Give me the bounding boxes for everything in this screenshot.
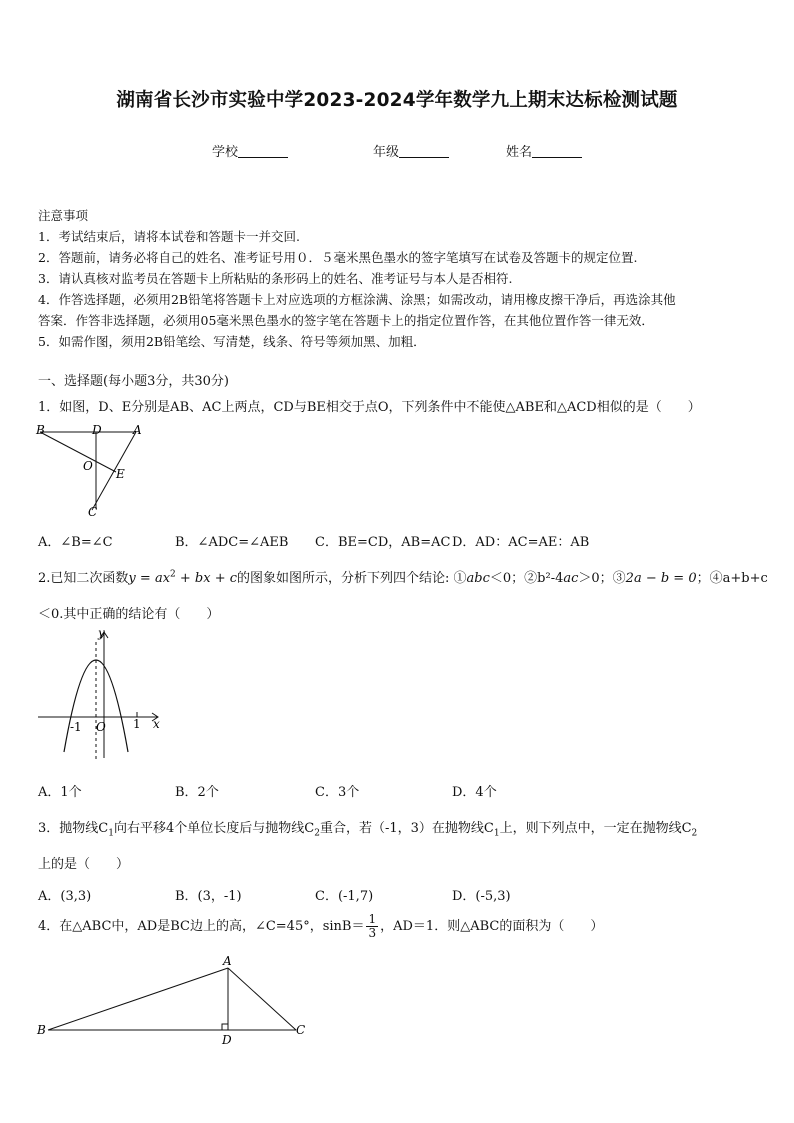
q4-label-D: D [222, 1033, 232, 1047]
q3-sub-1: 1 [108, 828, 114, 839]
q3-sub-1b: 1 [493, 828, 500, 839]
school-blank [238, 144, 288, 158]
section-heading: 一、选择题(每小题3分，共30分) [38, 374, 229, 389]
q2-parabola-figure [34, 624, 174, 764]
note-item: 4．作答选择题，必须用2B铅笔将答题卡上对应选项的方框涂满、涂黑；如需改动，请用橡皮擦干净后，再选涂其他 [38, 292, 676, 307]
q2-option-b: B．2个 [175, 785, 219, 800]
q4-frac-den: 3 [368, 926, 377, 940]
note-item: 2．答题前，请务必将自己的姓名、准考证号用０．５毫米黑色墨水的签字笔填写在试卷及答题卡的规定位置. [38, 250, 638, 265]
q2-func-eq: = [135, 571, 155, 586]
q3-curve-c2b: C [681, 821, 692, 836]
q4-label-B: B [37, 1023, 46, 1037]
q4-frac-num: 1 [368, 912, 377, 926]
question-2-line2: ＜0.其中正确的结论有（ ） [38, 607, 220, 622]
q2-func-sq: 2 [170, 569, 176, 580]
q2-label-x: x [153, 717, 160, 731]
q4-part1: 4．在△ABC中，AD是BC边上的高，∠C=45°，sinB＝ [38, 919, 365, 934]
q1-option-a: A．∠B=∠C [38, 535, 113, 550]
school-field [212, 141, 288, 160]
q2-c3-rest: ；④a+b+c [696, 571, 768, 586]
q1-label-O: O [83, 459, 93, 473]
note-item: 3．请认真核对监考员在答题卡上所粘贴的条形码上的姓名、准考证号与本人是否相符. [38, 271, 513, 286]
q3-sub-2: 2 [314, 828, 320, 839]
q2-c3: 2a − b = 0 [625, 571, 697, 586]
q3-part2: 向右平移4个单位长度后与抛物线 [113, 821, 305, 836]
q3-option-b: B．(3，-1) [175, 889, 242, 904]
q1-label-B: B [36, 423, 45, 437]
q4-part2: ，AD＝1．则△ABC的面积为（ ） [380, 919, 604, 934]
q2-middle: 的图象如图所示，分析下列四个结论: ① [237, 571, 467, 586]
note-item: 5．如需作图，须用2B铅笔绘、写清楚，线条、符号等须加黑、加粗． [38, 334, 426, 349]
q1-option-c: C．BE=CD，AB=AC [315, 535, 451, 550]
question-3-text [38, 817, 697, 839]
note-item: 1．考试结束后，请将本试卷和答题卡一并交回. [38, 229, 300, 244]
page-title: 湖南省长沙市实验中学2023-2024学年数学九上期末达标检测试题 [116, 90, 678, 111]
q4-triangle-figure [34, 952, 324, 1047]
question-2-text [38, 567, 768, 586]
q2-option-c: C．3个 [315, 785, 360, 800]
q2-func-rest: + bx + c [175, 571, 238, 586]
q4-label-A: A [223, 954, 232, 968]
school-label: 学校 [212, 145, 239, 160]
q1-label-E: E [116, 467, 125, 481]
q2-c1-var: abc [466, 571, 490, 586]
q3-sub-2b: 2 [691, 828, 698, 839]
grade-field [373, 141, 449, 160]
q3-part3: 重合，若（-1，3）在抛物线 [319, 821, 484, 836]
q2-prefix: 2.已知二次函数 [38, 571, 129, 586]
question-3-line2: 上的是（ ） [38, 857, 130, 872]
q3-curve-c1b: C [483, 821, 494, 836]
q2-label-neg1: -1 [70, 720, 82, 734]
q2-c2-var: ac [563, 571, 579, 586]
q2-c1-rest: ＜0；②b²-4 [489, 571, 564, 586]
q2-option-d: D．4个 [452, 785, 497, 800]
q1-option-b: B．∠ADC=∠AEB [175, 535, 289, 550]
q3-option-c: C．(-1,7) [315, 889, 374, 904]
q1-label-D: D [92, 423, 102, 437]
q3-curve-c2: C [304, 821, 315, 836]
q1-label-A: A [133, 423, 142, 437]
grade-blank [399, 144, 449, 158]
q2-option-a: A．1个 [38, 785, 82, 800]
notes-heading: 注意事项 [38, 208, 89, 223]
grade-label: 年级 [373, 145, 400, 160]
name-label: 姓名 [506, 145, 533, 160]
q4-fraction [366, 913, 378, 940]
q2-label-y: y [98, 626, 105, 640]
q3-option-d: D．(-5,3) [452, 889, 511, 904]
q2-c2-rest: ＞0；③ [578, 571, 626, 586]
note-item: 答案．作答非选择题，必须用05毫米黑色墨水的签字笔在答题卡上的指定位置作答，在其他位置作答一律无效． [38, 313, 654, 328]
name-blank [532, 144, 582, 158]
name-field [506, 141, 582, 160]
q2-label-1: 1 [133, 717, 141, 731]
q3-curve-c1: C [98, 821, 109, 836]
q1-label-C: C [88, 505, 98, 519]
q3-part4: 上，则下列点中，一定在抛物线 [499, 821, 682, 836]
q3-part1: 3．抛物线 [38, 821, 99, 836]
notes-block [38, 205, 760, 352]
q2-label-O: O [96, 720, 106, 734]
q3-option-a: A．(3,3) [38, 889, 92, 904]
q2-func-y: y [128, 571, 136, 586]
q1-triangle-figure [32, 420, 147, 520]
question-4-text [38, 912, 603, 942]
q2-func-a: ax [154, 571, 171, 586]
q1-option-d: D．AD：AC=AE：AB [452, 535, 590, 550]
question-1-text: 1．如图，D、E分别是AB、AC上两点，CD与BE相交于点O，下列条件中不能使△ABE和△ACD相似的是（ ） [38, 400, 701, 415]
q4-label-C: C [296, 1023, 306, 1037]
